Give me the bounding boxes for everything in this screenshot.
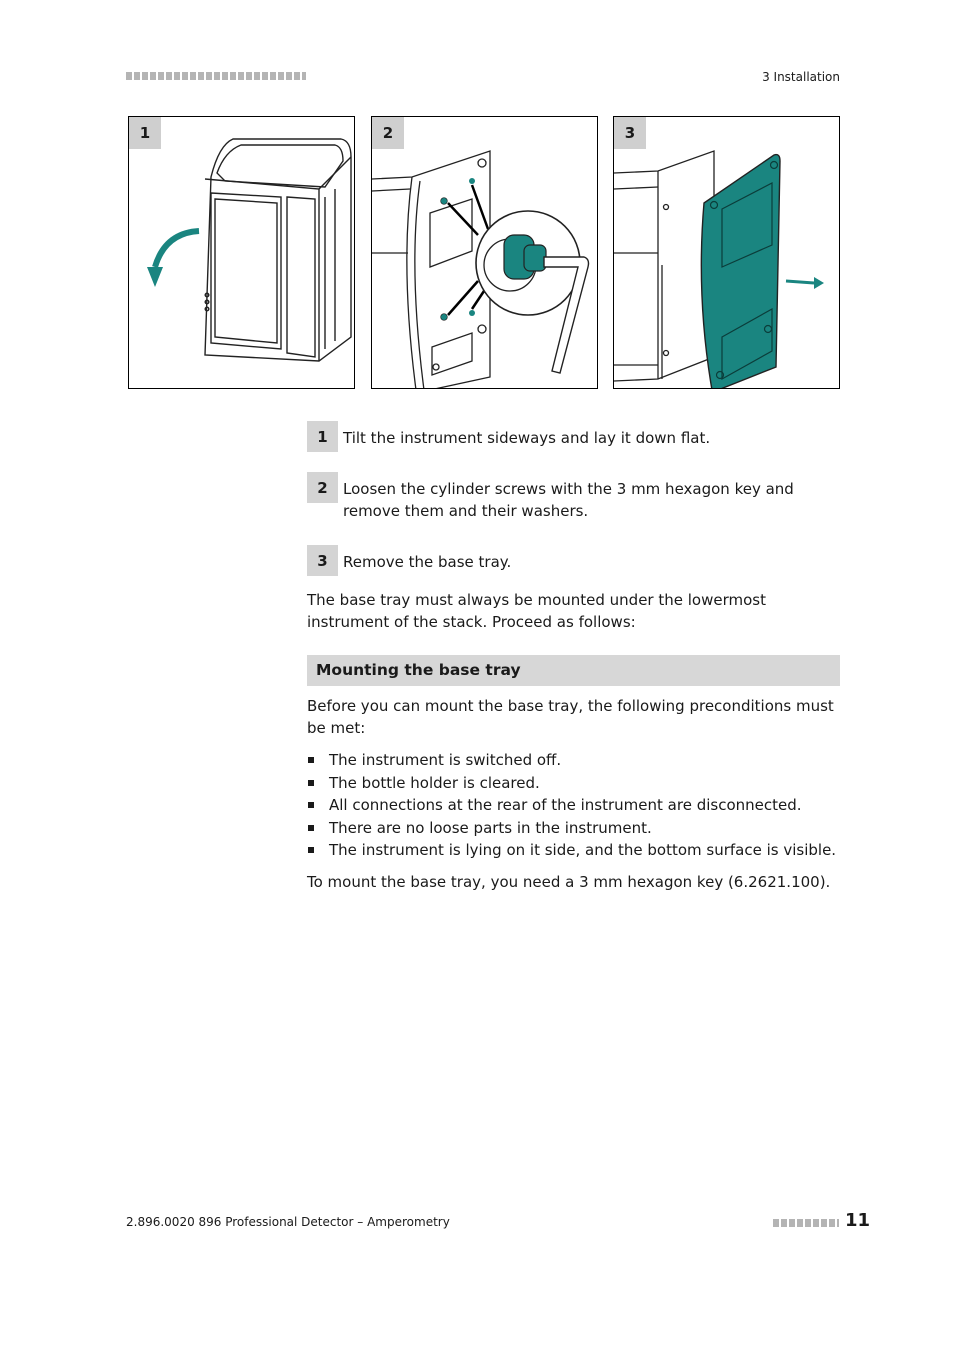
figure-2-number: 2 xyxy=(372,117,404,149)
step-3-text: Remove the base tray. xyxy=(343,553,512,571)
bullet-icon xyxy=(308,757,314,763)
step-1-number: 1 xyxy=(307,421,338,452)
page-number: 11 xyxy=(845,1210,871,1231)
header-decoration xyxy=(126,72,306,80)
step-2-number: 2 xyxy=(307,472,338,503)
list-item: The instrument is switched off. xyxy=(307,749,840,772)
footer-document-title: 2.896.0020 896 Professional Detector – Amperometry xyxy=(126,1215,450,1229)
list-item: There are no loose parts in the instrument. xyxy=(307,817,840,840)
step-3-number: 3 xyxy=(307,545,338,576)
bullet-icon xyxy=(308,825,314,831)
step-2-text: Loosen the cylinder screws with the 3 mm hexagon key and remove them and their washers. xyxy=(343,480,794,520)
pull-arrow-icon xyxy=(786,281,814,283)
figure-1 xyxy=(128,116,355,389)
step-1-text: Tilt the instrument sideways and lay it down flat. xyxy=(343,429,711,447)
preconditions-intro: Before you can mount the base tray, the following preconditions must be met: xyxy=(307,697,834,737)
list-item: The bottle holder is cleared. xyxy=(307,772,840,795)
figure-2 xyxy=(371,116,598,389)
bullet-icon xyxy=(308,802,314,808)
tool-note: To mount the base tray, you need a 3 mm hexagon key (6.2621.100). xyxy=(307,873,831,891)
section-heading: Mounting the base tray xyxy=(307,655,840,686)
figure-3-number: 3 xyxy=(614,117,646,149)
bullet-icon xyxy=(308,847,314,853)
header-section-title: 3 Installation xyxy=(762,70,840,84)
intro-paragraph: The base tray must always be mounted under the lowermost instrument of the stack. Proceed as follows: xyxy=(307,591,766,631)
screw-removal-illustration xyxy=(372,117,598,389)
preconditions-list xyxy=(307,749,840,862)
figure-1-number: 1 xyxy=(129,117,161,149)
list-item: The instrument is lying on it side, and the bottom surface is visible. xyxy=(307,839,840,862)
footer-decoration xyxy=(773,1219,839,1227)
figure-3 xyxy=(613,116,840,389)
base-tray-removal-illustration xyxy=(614,117,840,389)
upright-instrument-illustration xyxy=(129,117,355,389)
bullet-icon xyxy=(308,780,314,786)
list-item: All connections at the rear of the instrument are disconnected. xyxy=(307,794,840,817)
rotate-arrow-icon xyxy=(155,231,199,267)
